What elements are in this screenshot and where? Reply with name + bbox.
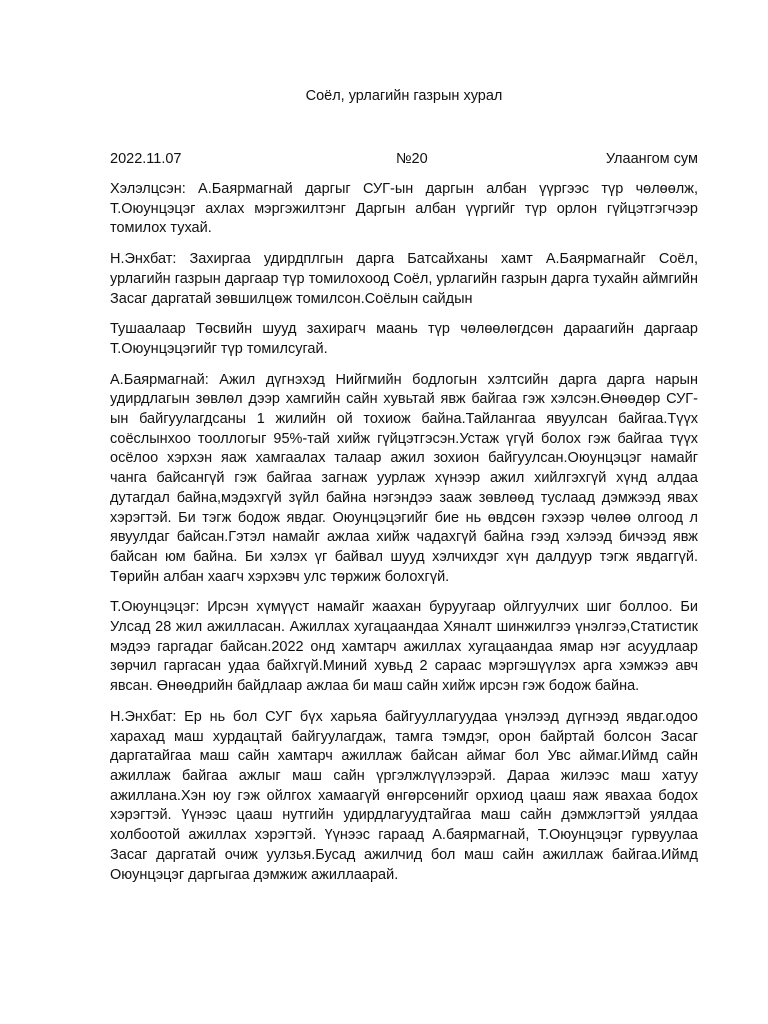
page-title: Соёл, урлагийн газрын хурал [305, 88, 503, 104]
paragraph-bayarmagnai: А.Баярмагнай: Ажил дүгнэхэд Нийгмийн бодлогын хэлтсийн дарга дарга нарын удирдлагын зөвлөл дээр хамгийн сайн хувьтай явж байгаа гэж хэлсэн.Өнөөдөр СУГ-ын байгуулагдсаны 1 жилийн ой тохиож байна.Тайлангаа явуулсан байгаа.Түүх соёслынхоо тооллогыг 95%-тай хийж гүйцэтгэсэн.Устаж үгүй болох гэж байгаа түүх осёлоо хэрхэн яаж хамгаалах талаар ажил зохион байгуулсан.Оюунцэцэг намайг чанга байсангүй гэж байгаа загнаж уурлаж хүнээр ажил хийлгэхгүй хүнд алдаа дутагдал байна,мэдэхгүй зүйл байна нэгэндээ зааж зөвлөөд туслаад дэмжээд явах хэрэгтэй. Би тэгж бодож явдаг. Оюунцэцэгийг бие нь өвдсөн гэхээр чөлөө олгоод л явуулдаг байсан.Гэтэл намайг ажлаа хийж чадахгүй байна гээд хэлээд бичээд явж байсан юм байна. Би хэлэх үг байвал шууд хэлчихдэг хүн далдуур тэгж явдаггүй. Төрийн албан хаагч хэрхэвч улс төржиж болохгүй. [110, 371, 698, 585]
meeting-number: №20 [396, 151, 428, 167]
paragraph-enkhbat-1: Н.Энхбат: Захиргаа удирдплгын дарга Батсайханы хамт А.Баярмагнайг Соёл, урлагийн газрын даргаар түр томилохоод Соёл, урлагийн газрын дарга тухайн аймгийн Засаг даргатай зөвшилцөж томилсон.Соёлын сайдын [110, 251, 698, 307]
meeting-place: Улаангом сум [605, 151, 698, 167]
paragraph-oyuntsetseg: Т.Оюунцэцэг: Ирсэн хүмүүст намайг жаахан буруугаар ойлгуулчих шиг боллоо. Би Улсад 28 жил ажилласан. Ажиллах хугацаандаа Хяналт шинжилгээ үнэлгээ,Статистик мэдээ гаргадаг байсан.2022 онд хамтарч ажиллах хугацаандаа ямар нэг асуудлаар зөрчил гаргасан удаа байхгүй.Миний хувьд 2 сараас мэргэшүүлэх арга хэмжээ авч явсан. Өнөөдрийн байдлаар ажлаа би маш сайн хийж ирсэн гэж бодож байна. [110, 599, 698, 695]
paragraph-enkhbat-2: Н.Энхбат: Ер нь бол СУГ бүх харьяа байгууллагуудаа үнэлээд дүгнээд явдаг.одоо харахад маш хурдацтай байгуулагдаж, тамга тэмдэг, орон байртай болсон Засаг даргатайгаа маш сайн хамтарч ажиллаж байсан аймаг бол Увс аймаг.Иймд сайн ажиллаж байгаа ажлыг маш сайн үргэлжлүүлээрэй. Дараа жилээс маш хатуу ажиллана.Хэн юу гэж ойлгох хамаагүй өнгөрсөнийг орхиод цааш яаж явахаа бодох хэрэгтэй. Үүнээс цааш нутгийн удирдлагуудтайгаа маш сайн дэмжлэгтэй уялдаа холбоотой ажиллах хэрэгтэй. Үүнээс гараад А.баярмагнай, Т.Оюунцэцэг гурвуулаа Засаг даргатай очиж уулзья.Бусад ажилчид бол маш сайн ажиллаж байгаа.Иймд Оюунцэцэг даргыгаа дэмжиж ажиллаарай. [110, 708, 698, 883]
paragraph-order: Тушаалаар Төсвийн шууд захирагч маань түр чөлөөлөгдсөн дараагийн даргаар Т.Оюунцэцэгийг түр томилсугай. [110, 321, 698, 357]
paragraph-discussed: Хэлэлцсэн: А.Баярмагнай даргыг СУГ-ын даргын албан үүргээс түр чөлөөлж, Т.Оюунцэцэг ахлах мэргэжилтэнг Даргын албан үүргийг түр орлон гүйцэтгэгчээр томилох тухай. [110, 181, 698, 237]
document-body [110, 180, 698, 896]
meeting-date: 2022.11.07 [110, 151, 182, 167]
document-meta-line [110, 151, 698, 171]
document-page [110, 0, 698, 1024]
